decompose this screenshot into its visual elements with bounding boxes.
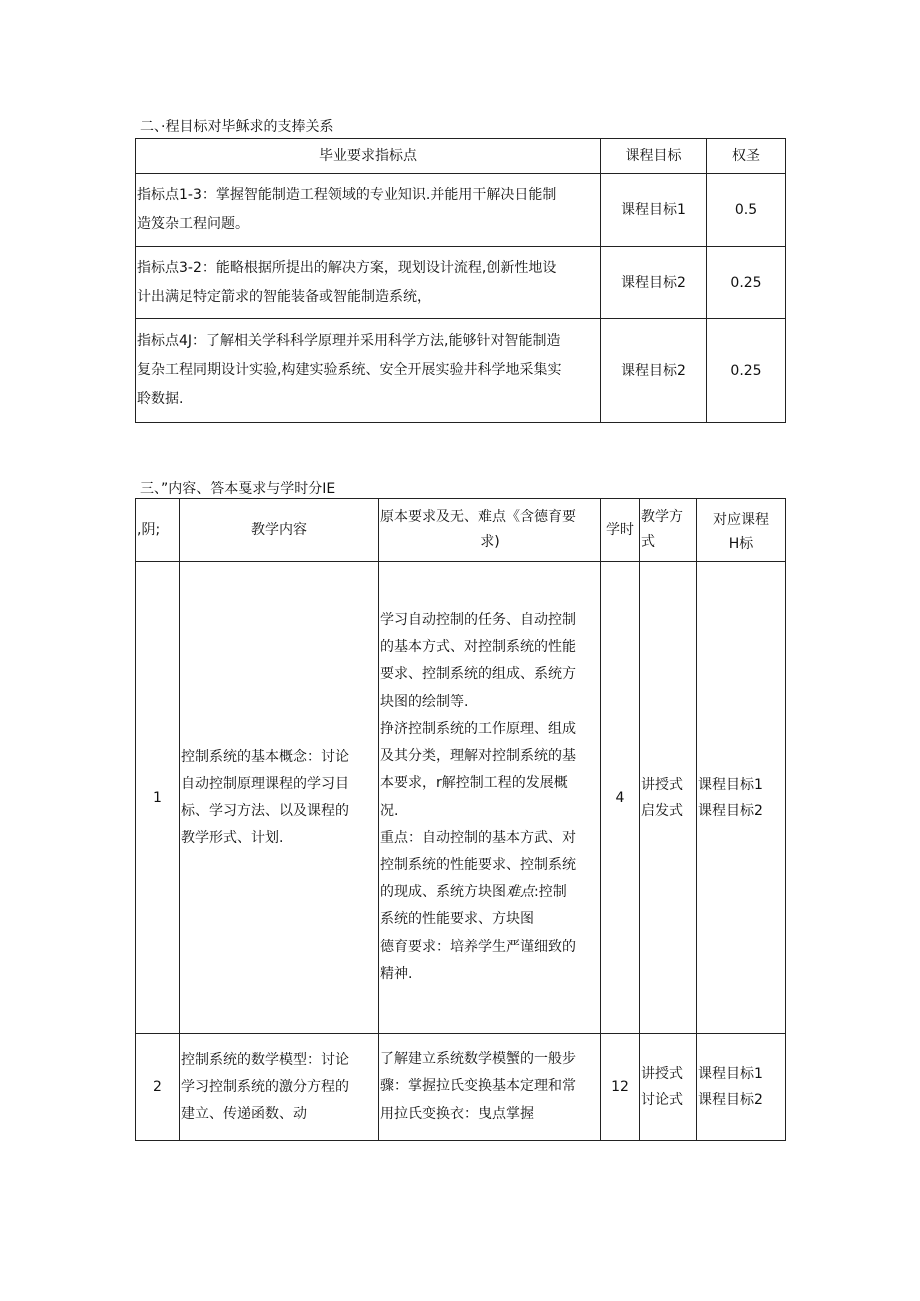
section-3-heading: 三、”内容、答本戛求与学时分IE: [140, 481, 336, 497]
header-line: 式: [641, 534, 655, 550]
req-line: 块图的绘制等.: [380, 693, 469, 710]
header-seq: ,阴;: [136, 499, 180, 562]
content-line: 控制系统的基本概念：讨论: [181, 748, 349, 765]
content-line: 教学形式、计划.: [181, 829, 284, 846]
header-course-goal: [697, 499, 786, 562]
table-row: [136, 319, 786, 423]
indicator-cell: [136, 174, 601, 247]
course-goal-cell: [697, 562, 786, 1034]
req-line: 精神.: [380, 965, 413, 982]
table-row: [136, 562, 786, 1034]
section-2-heading: 二、·程目标对毕稣求的支捧关系: [140, 119, 334, 135]
req-line: 了解建立系统数学模蟹的一般步: [380, 1051, 576, 1068]
indicator-line: 指标点3-2：能略根据所提出的解决方案，现划设计流程,创新性地设: [137, 259, 557, 276]
req-line: 挣济控制系统的工作原理、组成: [380, 720, 576, 737]
header-line: 求): [480, 534, 500, 550]
course-goal-cell: [697, 1034, 786, 1141]
header-hours: 学时: [601, 499, 640, 562]
content-cell: [180, 1034, 379, 1141]
table-row: [136, 247, 786, 319]
table-header-row: [136, 499, 786, 562]
indicator-line: 指标点4J：了解相关学科科学原理并采用科学方法,能够针对智能制造: [137, 333, 561, 349]
table-row: [136, 174, 786, 247]
req-line: [380, 879, 600, 906]
course-goal-cell: 课程目标2: [601, 319, 707, 423]
content-line: 学习控制系统的激分方程的: [181, 1078, 349, 1095]
requirements-cell: [379, 562, 601, 1034]
hours-cell: 4: [601, 562, 640, 1034]
method-line: 启发式: [641, 802, 683, 819]
method-line: 讲授式: [641, 776, 683, 793]
seq-cell: 1: [136, 562, 180, 1034]
indicator-line: 计出满足特定箭求的智能装备或智能制造系统，: [137, 288, 431, 305]
requirements-cell: [379, 1034, 601, 1141]
course-goal-cell: 课程目标2: [601, 247, 707, 319]
req-line: 的基本方式、对控制系统的性能: [380, 639, 576, 656]
goal-line: 课程目标1: [698, 776, 763, 793]
method-line: 讲授式: [641, 1066, 683, 1082]
goal-line: 课程目标2: [698, 802, 763, 819]
header-indicator: 毕业要求指标点: [136, 139, 601, 174]
req-line: 学习自动控制的任务、自动控制: [380, 612, 576, 629]
weight-cell: 0.25: [707, 247, 786, 319]
header-requirements: [379, 499, 601, 562]
req-text: 的现成、系统方块图: [380, 884, 506, 901]
indicator-line: 造笈杂工程问题。: [137, 216, 249, 232]
header-line: 原本要求及无、难点《含德育要: [380, 509, 576, 525]
req-line: 德育要求：培养学生严谨细致的: [380, 938, 576, 955]
req-line: 况.: [380, 802, 399, 819]
hours-cell: 12: [601, 1034, 640, 1141]
content-line: 控制系统的数学模型：讨论: [181, 1051, 349, 1068]
content-line: 标、学习方法、以及课程的: [181, 802, 349, 819]
difficulty-label: 难点: [506, 884, 534, 901]
course-goal-cell: 课程目标1: [601, 174, 707, 247]
goal-line: 课程目标1: [698, 1066, 763, 1082]
req-text: :控制: [534, 884, 567, 901]
header-line: 对应课程: [713, 512, 769, 528]
content-line: 自动控制原理课程的学习目: [181, 775, 349, 792]
weight-cell: 0.25: [707, 319, 786, 423]
req-line: 控制系统的性能要求、控制系统: [380, 856, 576, 873]
method-cell: [640, 562, 697, 1034]
req-line: 系统的性能要求、方块图: [380, 911, 534, 928]
seq-cell: 2: [136, 1034, 180, 1141]
goal-line: 课程目标2: [698, 1092, 763, 1108]
header-line: 教学方: [641, 509, 683, 525]
content-cell: [180, 562, 379, 1034]
req-line: 重点：自动控制的基本方武、对: [380, 829, 576, 846]
req-line: 骤：掌握拉氏变换基本定理和常: [380, 1078, 576, 1095]
content-line: 建立、传递函数、动: [181, 1105, 307, 1122]
indicator-line: 聆数据.: [137, 391, 184, 407]
req-line: 要求、控制系统的组成、系统方: [380, 666, 576, 683]
header-content: 教学内容: [180, 499, 379, 562]
content-hours-table: [135, 498, 786, 1141]
indicator-cell: [136, 247, 601, 319]
req-line: 及其分类，理解对控制系统的基: [380, 748, 576, 765]
req-line: 本要求，r解控制工程的发展概: [380, 775, 568, 792]
header-line: H标: [728, 536, 754, 552]
req-line: 用拉氏变换衣：曳点掌握: [380, 1105, 534, 1122]
indicator-line: 复杂工程同期设计实验,构建实验系统、安全开展实验井科学地采集实: [137, 362, 562, 378]
method-line: 讨论式: [641, 1092, 683, 1108]
support-relation-table: [135, 138, 786, 423]
header-method: [640, 499, 697, 562]
table-header-row: [136, 139, 786, 174]
indicator-cell: [136, 319, 601, 423]
header-course-goal: 课程目标: [601, 139, 707, 174]
header-weight: 权圣: [707, 139, 786, 174]
table-row: [136, 1034, 786, 1141]
weight-cell: 0.5: [707, 174, 786, 247]
indicator-line: 指标点1-3：掌握智能制造工程领域的专业知识.并能用干解决日能制: [137, 187, 557, 203]
method-cell: [640, 1034, 697, 1141]
